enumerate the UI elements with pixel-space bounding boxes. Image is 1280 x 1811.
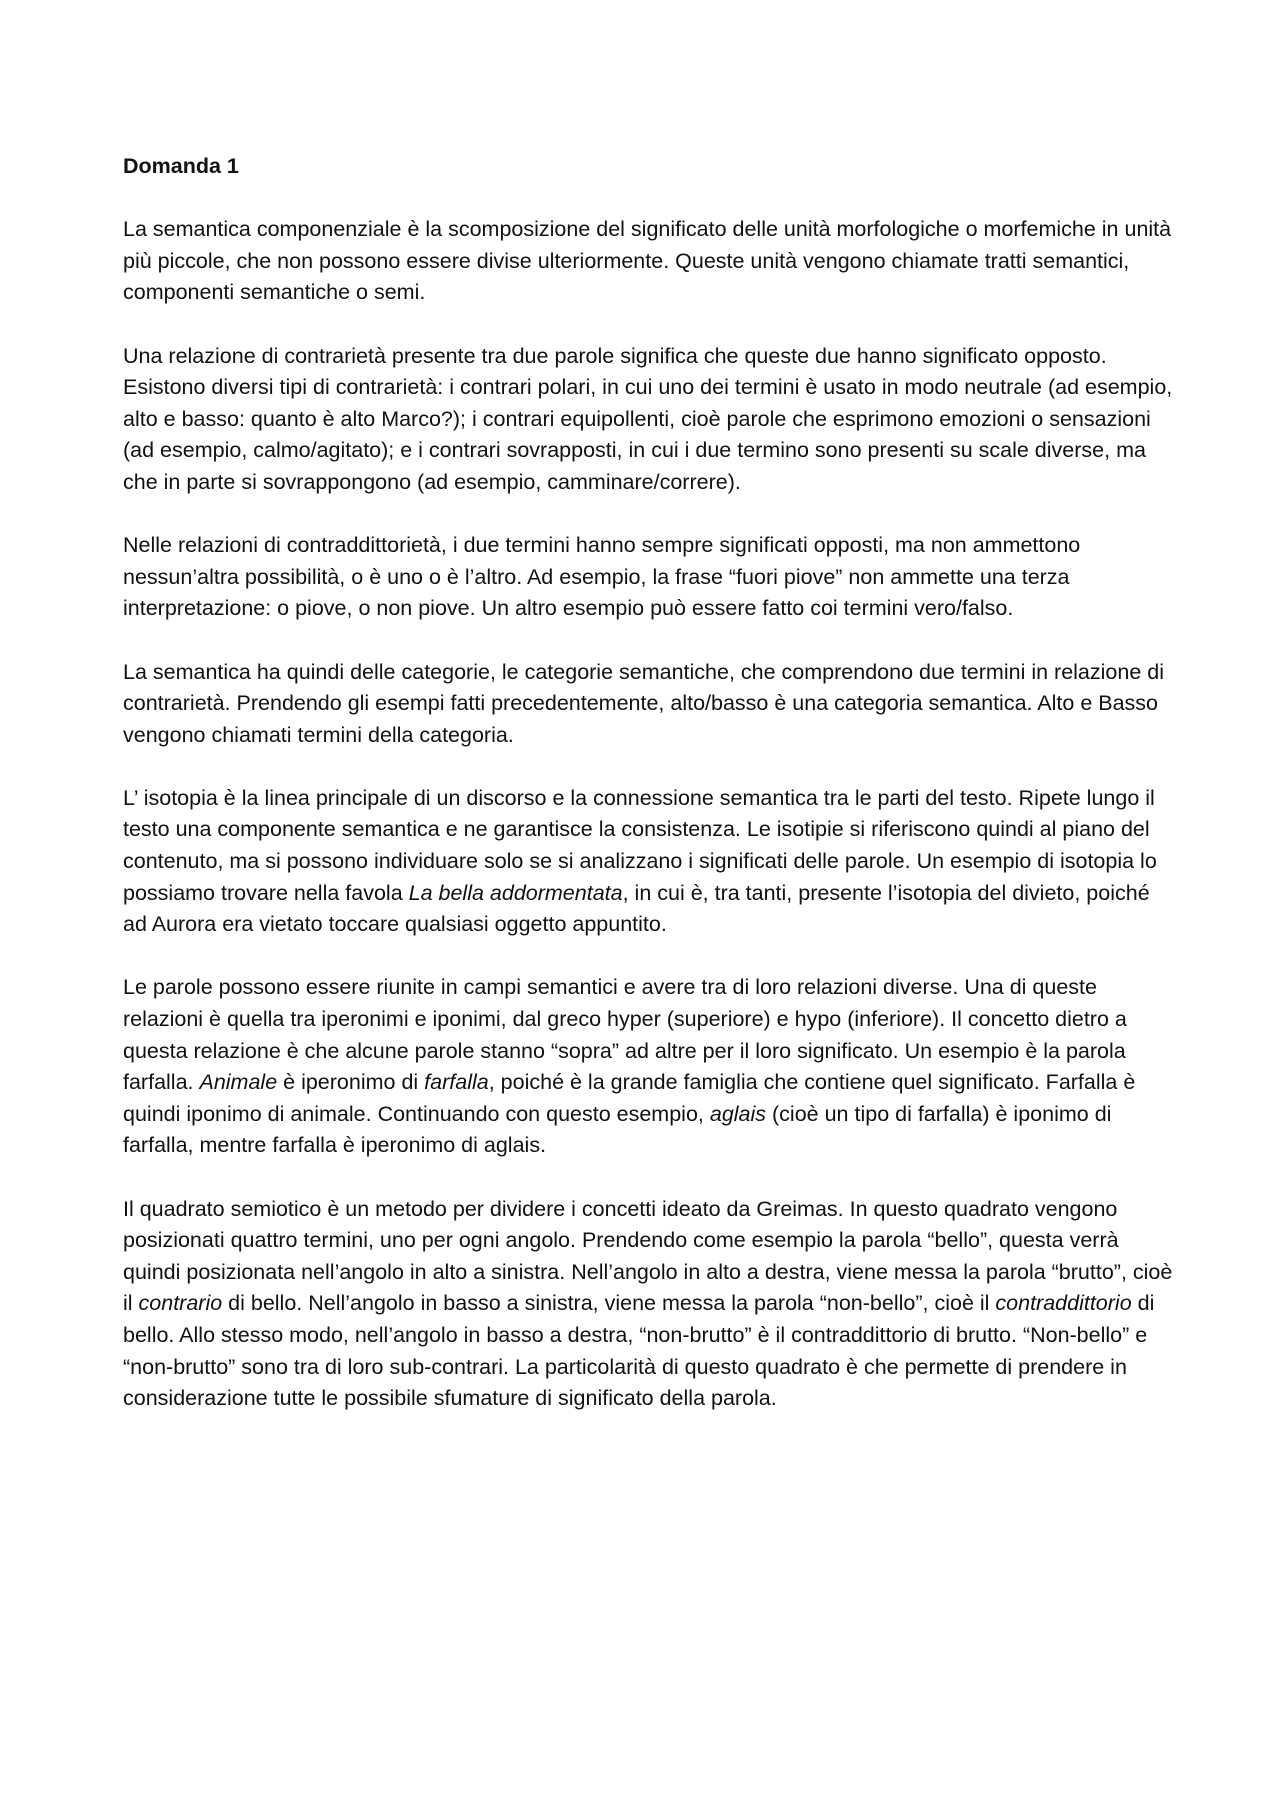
italic-text: Animale <box>199 1070 278 1095</box>
paragraph <box>123 214 1173 309</box>
paragraph <box>123 972 1173 1162</box>
text-run: (cioè un tipo di farfalla) è iponimo di farfalla, mentre farfalla è iperonimo di aglais. <box>123 1101 1112 1158</box>
italic-text: contrario <box>138 1291 223 1316</box>
text-run: Nelle relazioni di contraddittorietà, i due termini hanno sempre significati opposti, ma non ammettono nessun’altra possibilità, o è uno o è l’altro. Ad esempio, la frase “fuori piove” non ammette una terza interpretazione: o piove, o non piove. Un altro esempio può essere fatto coi termini vero/falso. <box>123 533 1081 621</box>
italic-text: La bella addormentata <box>408 880 623 905</box>
text-run: La semantica componenziale è la scomposizione del significato delle unità morfologiche o morfemiche in unità più piccole, che non possono essere divise ulteriormente. Queste unità vengono chiamate tratti semantici, componenti semantiche o semi. <box>123 217 1172 305</box>
italic-text: aglais <box>709 1101 767 1126</box>
text-run: Il quadrato semiotico è un metodo per dividere i concetti ideato da Greimas. In questo quadrato vengono posizionati quattro termini, uno per ogni angolo. Prendendo come esempio la parola “bello”, questa verrà quindi posizionata nell’angolo in alto a sinistra. Nell’angolo in alto a destra, viene messa la parola “brutto”, cioè il <box>123 1196 1173 1316</box>
italic-text: contraddittorio <box>995 1291 1132 1316</box>
paragraph <box>123 530 1173 625</box>
document-body <box>123 151 1173 1415</box>
paragraph <box>123 1194 1173 1415</box>
paragraph <box>123 341 1173 499</box>
text-run: L’ isotopia è la linea principale di un discorso e la connessione semantica tra le parti del testo. Ripete lungo il testo una componente semantica e ne garantisce la consistenza. Le isotipie si riferiscono quindi al piano del contenuto, ma si possono individuare solo se si analizzano i significati delle parole. Un esempio di isotopia lo possiamo trovare nella favola <box>123 785 1157 905</box>
text-run: , poiché è la grande famiglia che contiene quel significato. Farfalla è quindi iponimo di animale. Continuando con questo esempio, <box>123 1070 1136 1126</box>
text-run: Le parole possono essere riunite in campi semantici e avere tra di loro relazioni diverse. Una di queste relazioni è quella tra iperonimi e iponimi, dal greco hyper (superiore) e hypo (inferiore). Il concetto dietro a questa relazione è che alcune parole stanno “sopra” ad altre per il loro significato. Un esempio è la parola farfalla. <box>123 975 1127 1095</box>
text-run: di bello. Nell’angolo in basso a sinistra, viene messa la parola “non-bello”, cioè il <box>222 1291 996 1316</box>
text-run: La semantica ha quindi delle categorie, le categorie semantiche, che comprendono due termini in relazione di contrarietà. Prendendo gli esempi fatti precedentemente, alto/basso è una categoria semantica. Alto e Basso vengono chiamati termini della categoria. <box>123 659 1164 747</box>
italic-text: farfalla <box>424 1070 489 1095</box>
text-run: è iperonimo di <box>277 1070 425 1095</box>
paragraph <box>123 783 1173 941</box>
question-title: Domanda 1 <box>123 154 239 178</box>
text-run: Una relazione di contrarietà presente tra due parole significa che queste due hanno significato opposto. Esistono diversi tipi di contrarietà: i contrari polari, in cui uno dei termini è usato in modo neutrale (ad esempio, alto e basso: quanto è alto Marco?); i contrari equipollenti, cioè parole che esprimono emozioni o sensazioni (ad esempio, calmo/agitato); e i contrari sovrapposti, in cui i due termino sono presenti su scale diverse, ma che in parte si sovrappongono (ad esempio, camminare/correre). <box>123 343 1173 494</box>
text-run: di bello. Allo stesso modo, nell’angolo in basso a destra, “non-brutto” è il contraddittorio di brutto. “Non-bello” e “non-brutto” sono tra di loro sub-contrari. La particolarità di questo quadrato è che permette di prendere in considerazione tutte le possibile sfumature di significato della parola. <box>123 1291 1155 1411</box>
text-run: , in cui è, tra tanti, presente l’isotopia del divieto, poiché ad Aurora era vietato toccare qualsiasi oggetto appuntito. <box>123 880 1150 937</box>
paragraph <box>123 657 1173 752</box>
paragraph-list <box>123 214 1173 1415</box>
